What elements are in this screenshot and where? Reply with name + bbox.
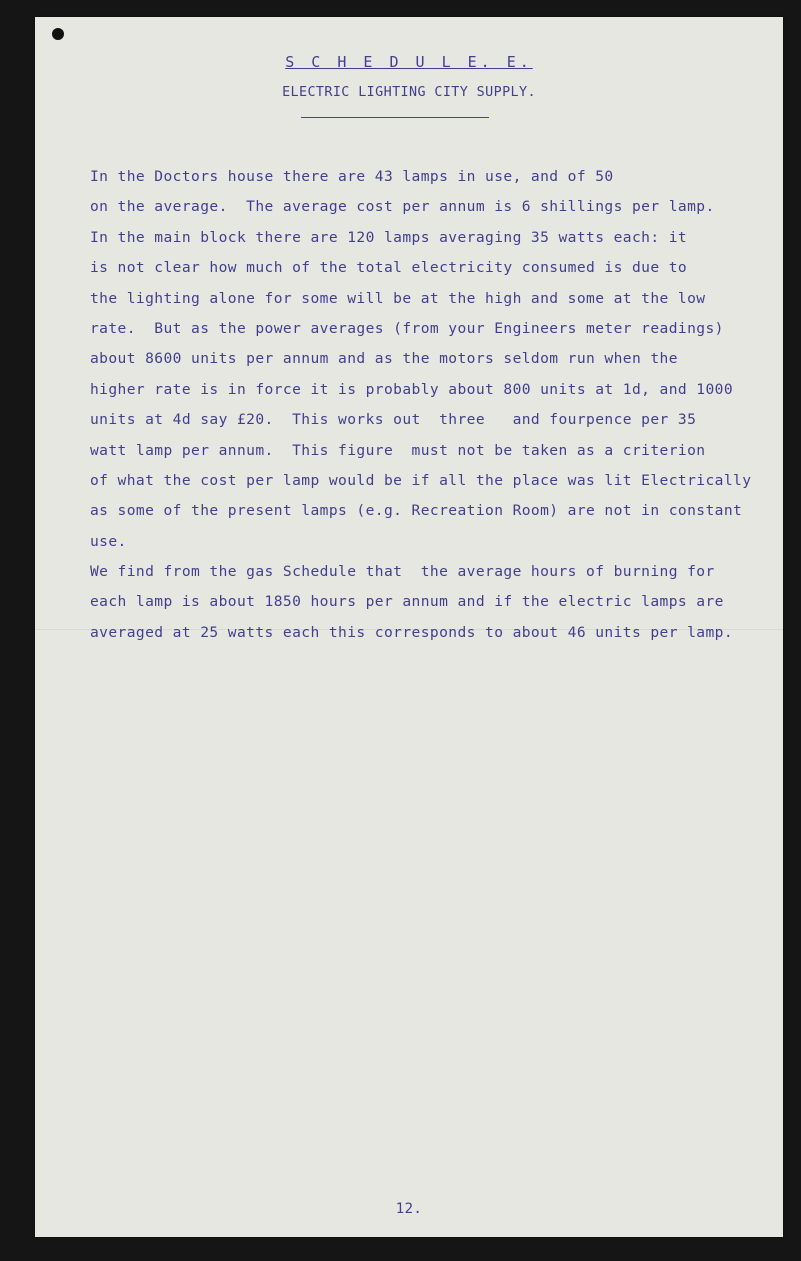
text-line: watt lamp per annum. This figure must not be taken as a criterion: [90, 441, 706, 459]
page-number: 12.: [395, 1201, 423, 1217]
text-line: as some of the present lamps (e.g. Recreation Room) are not in constant: [90, 502, 743, 520]
text-line: on the average. The average cost per annum is 6 shillings per lamp.: [90, 198, 715, 216]
text-line: We find from the gas Schedule that the average hours of burning for: [90, 563, 715, 581]
text-line: higher rate is in force it is probably about 800 units at 1d, and 1000: [90, 380, 734, 398]
text-line: In the main block there are 120 lamps averaging 35 watts each: it: [90, 228, 688, 246]
text-line: each lamp is about 1850 hours per annum and if the electric lamps are: [90, 593, 724, 611]
text-line: of what the cost per lamp would be if all the place was lit Electrically: [90, 471, 752, 489]
document-body: [90, 162, 770, 648]
document-title: S C H E D U L E. E.: [285, 53, 533, 71]
text-line: units at 4d say £20. This works out three and fourpence per 35: [90, 411, 697, 429]
text-line: use.: [90, 532, 127, 550]
text-line: In the Doctors house there are 43 lamps in use, and of 50: [90, 168, 614, 185]
text-line: about 8600 units per annum and as the motors seldom run when the: [90, 350, 678, 368]
punch-hole: [52, 28, 64, 40]
text-line: the lighting alone for some will be at the high and some at the low: [90, 289, 706, 307]
heading-underline: [301, 117, 489, 118]
text-line: rate. But as the power averages (from your Engineers meter readings): [90, 319, 724, 337]
document-page: [35, 17, 783, 1237]
text-line: is not clear how much of the total electricity consumed is due to: [90, 259, 688, 277]
text-line: averaged at 25 watts each this corresponds to about 46 units per lamp.: [90, 623, 734, 641]
document-subtitle: ELECTRIC LIGHTING CITY SUPPLY.: [282, 85, 536, 100]
